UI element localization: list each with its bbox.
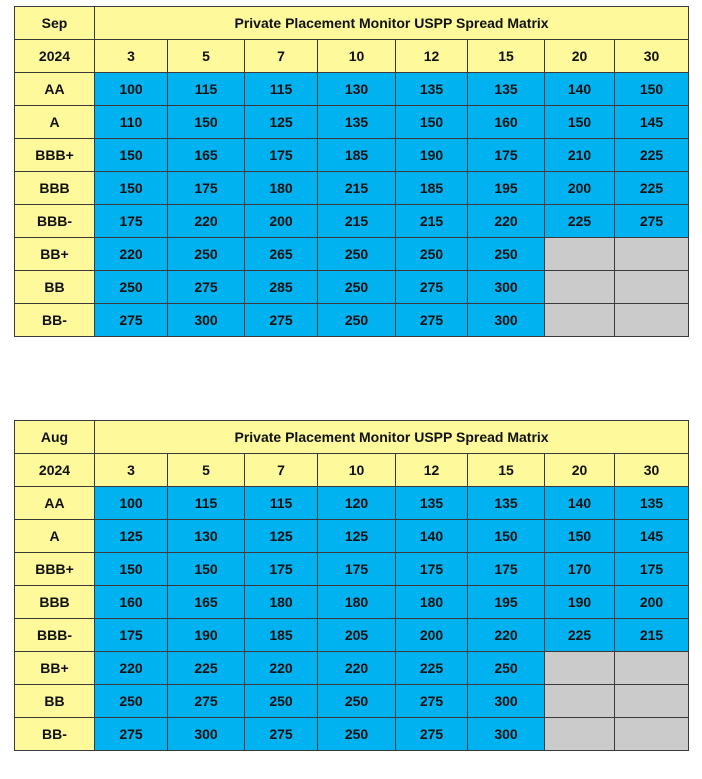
spread-value-cell: 275 (168, 685, 245, 718)
tenor-header: 3 (95, 454, 168, 487)
empty-cell (545, 718, 615, 751)
spread-value-cell: 275 (615, 205, 689, 238)
spread-value-cell: 140 (545, 73, 615, 106)
table-row (15, 586, 689, 619)
spread-value-cell: 225 (545, 205, 615, 238)
spread-value-cell: 300 (468, 304, 545, 337)
tenor-header: 20 (545, 40, 615, 73)
spread-value-cell: 130 (168, 520, 245, 553)
spread-value-cell: 150 (95, 172, 168, 205)
spread-value-cell: 250 (468, 238, 545, 271)
spread-value-cell: 275 (168, 271, 245, 304)
spread-value-cell: 275 (95, 304, 168, 337)
spread-value-cell: 210 (545, 139, 615, 172)
spread-value-cell: 275 (95, 718, 168, 751)
spread-value-cell: 100 (95, 73, 168, 106)
spread-value-cell: 100 (95, 487, 168, 520)
spread-value-cell: 135 (318, 106, 396, 139)
spread-value-cell: 285 (245, 271, 318, 304)
rating-label: A (15, 106, 95, 139)
spread-value-cell: 220 (95, 238, 168, 271)
table-row (15, 205, 689, 238)
spread-value-cell: 125 (318, 520, 396, 553)
spread-value-cell: 125 (245, 520, 318, 553)
table-row (15, 271, 689, 304)
rating-label: A (15, 520, 95, 553)
empty-cell (545, 271, 615, 304)
spread-value-cell: 150 (95, 553, 168, 586)
spread-value-cell: 110 (95, 106, 168, 139)
table-row (15, 520, 689, 553)
spread-value-cell: 160 (95, 586, 168, 619)
spread-value-cell: 175 (468, 139, 545, 172)
spread-value-cell: 175 (468, 553, 545, 586)
table-row (15, 619, 689, 652)
title-row (15, 421, 689, 454)
spread-value-cell: 185 (245, 619, 318, 652)
spread-value-cell: 175 (396, 553, 468, 586)
spread-value-cell: 185 (396, 172, 468, 205)
tenor-header: 7 (245, 454, 318, 487)
rating-label: BBB- (15, 205, 95, 238)
spread-value-cell: 190 (545, 586, 615, 619)
spread-value-cell: 125 (95, 520, 168, 553)
empty-cell (615, 685, 689, 718)
spread-value-cell: 215 (615, 619, 689, 652)
spread-value-cell: 190 (396, 139, 468, 172)
spread-value-cell: 250 (168, 238, 245, 271)
spread-value-cell: 220 (318, 652, 396, 685)
spread-value-cell: 145 (615, 520, 689, 553)
table-row (15, 106, 689, 139)
spread-value-cell: 200 (396, 619, 468, 652)
spread-value-cell: 125 (245, 106, 318, 139)
spread-value-cell: 250 (95, 685, 168, 718)
rating-label: BBB- (15, 619, 95, 652)
spread-value-cell: 300 (468, 685, 545, 718)
spread-value-cell: 175 (318, 553, 396, 586)
spread-value-cell: 175 (168, 172, 245, 205)
month-label: Aug (15, 421, 95, 454)
tenor-header-row (15, 40, 689, 73)
rating-label: BBB+ (15, 139, 95, 172)
tenor-header: 12 (396, 454, 468, 487)
spread-value-cell: 275 (396, 718, 468, 751)
spread-value-cell: 135 (396, 73, 468, 106)
rating-label: BBB (15, 172, 95, 205)
spread-value-cell: 170 (545, 553, 615, 586)
spread-value-cell: 165 (168, 139, 245, 172)
spread-value-cell: 195 (468, 586, 545, 619)
tenor-header: 3 (95, 40, 168, 73)
rating-label: BB+ (15, 238, 95, 271)
spread-value-cell: 175 (95, 205, 168, 238)
spread-value-cell: 215 (318, 205, 396, 238)
rating-label: BB- (15, 304, 95, 337)
table-row (15, 718, 689, 751)
spread-value-cell: 250 (318, 271, 396, 304)
spread-value-cell: 200 (245, 205, 318, 238)
spread-value-cell: 200 (615, 586, 689, 619)
spread-value-cell: 135 (468, 487, 545, 520)
spread-value-cell: 135 (468, 73, 545, 106)
spread-value-cell: 180 (245, 172, 318, 205)
table-row (15, 238, 689, 271)
spread-value-cell: 250 (396, 238, 468, 271)
tenor-header: 30 (615, 454, 689, 487)
spread-value-cell: 225 (615, 139, 689, 172)
spread-value-cell: 225 (615, 172, 689, 205)
spread-value-cell: 115 (168, 487, 245, 520)
rating-label: AA (15, 73, 95, 106)
spread-value-cell: 175 (95, 619, 168, 652)
spread-value-cell: 115 (168, 73, 245, 106)
spread-value-cell: 175 (245, 553, 318, 586)
spread-value-cell: 150 (168, 106, 245, 139)
spread-value-cell: 225 (396, 652, 468, 685)
empty-cell (545, 652, 615, 685)
spread-value-cell: 300 (168, 304, 245, 337)
table-row (15, 139, 689, 172)
spread-value-cell: 265 (245, 238, 318, 271)
matrix-title: Private Placement Monitor USPP Spread Matrix (95, 7, 689, 40)
table-row (15, 73, 689, 106)
spread-value-cell: 135 (615, 487, 689, 520)
spread-value-cell: 120 (318, 487, 396, 520)
tenor-header: 5 (168, 454, 245, 487)
spread-value-cell: 220 (245, 652, 318, 685)
year-label: 2024 (15, 454, 95, 487)
tenor-header: 30 (615, 40, 689, 73)
spread-value-cell: 220 (95, 652, 168, 685)
empty-cell (545, 238, 615, 271)
empty-cell (615, 271, 689, 304)
spread-value-cell: 250 (318, 685, 396, 718)
spread-value-cell: 160 (468, 106, 545, 139)
spread-value-cell: 275 (396, 304, 468, 337)
rating-label: BB (15, 271, 95, 304)
empty-cell (615, 304, 689, 337)
spread-value-cell: 250 (468, 652, 545, 685)
spread-value-cell: 205 (318, 619, 396, 652)
spread-value-cell: 140 (396, 520, 468, 553)
empty-cell (545, 685, 615, 718)
spread-value-cell: 180 (318, 586, 396, 619)
rating-label: BBB+ (15, 553, 95, 586)
spread-value-cell: 250 (318, 718, 396, 751)
matrix-title: Private Placement Monitor USPP Spread Matrix (95, 421, 689, 454)
table-row (15, 553, 689, 586)
tenor-header: 5 (168, 40, 245, 73)
rating-label: BBB (15, 586, 95, 619)
title-row (15, 7, 689, 40)
spread-value-cell: 135 (396, 487, 468, 520)
empty-cell (615, 718, 689, 751)
spread-value-cell: 220 (468, 619, 545, 652)
spread-value-cell: 225 (168, 652, 245, 685)
spread-value-cell: 150 (468, 520, 545, 553)
spread-value-cell: 150 (168, 553, 245, 586)
table-row (15, 172, 689, 205)
spread-value-cell: 180 (396, 586, 468, 619)
rating-label: BB- (15, 718, 95, 751)
rating-label: AA (15, 487, 95, 520)
spread-value-cell: 250 (95, 271, 168, 304)
spread-value-cell: 150 (615, 73, 689, 106)
tenor-header: 12 (396, 40, 468, 73)
tenor-header: 15 (468, 454, 545, 487)
spread-value-cell: 180 (245, 586, 318, 619)
year-label: 2024 (15, 40, 95, 73)
tenor-header: 7 (245, 40, 318, 73)
spread-value-cell: 300 (168, 718, 245, 751)
spread-value-cell: 275 (245, 718, 318, 751)
table-row (15, 685, 689, 718)
spread-value-cell: 175 (615, 553, 689, 586)
table-row (15, 304, 689, 337)
spread-value-cell: 150 (545, 520, 615, 553)
month-label: Sep (15, 7, 95, 40)
tenor-header-row (15, 454, 689, 487)
rating-label: BB+ (15, 652, 95, 685)
spread-value-cell: 200 (545, 172, 615, 205)
empty-cell (615, 238, 689, 271)
spread-value-cell: 165 (168, 586, 245, 619)
spread-value-cell: 250 (318, 304, 396, 337)
spread-value-cell: 185 (318, 139, 396, 172)
spread-value-cell: 145 (615, 106, 689, 139)
spread-value-cell: 215 (318, 172, 396, 205)
tenor-header: 10 (318, 454, 396, 487)
spread-value-cell: 300 (468, 718, 545, 751)
spread-value-cell: 215 (396, 205, 468, 238)
spread-value-cell: 250 (318, 238, 396, 271)
spread-value-cell: 275 (396, 685, 468, 718)
spread-value-cell: 275 (396, 271, 468, 304)
spread-value-cell: 195 (468, 172, 545, 205)
table-row (15, 652, 689, 685)
table-row (15, 487, 689, 520)
spread-value-cell: 225 (545, 619, 615, 652)
spread-value-cell: 175 (245, 139, 318, 172)
empty-cell (615, 652, 689, 685)
spread-value-cell: 275 (245, 304, 318, 337)
spread-value-cell: 220 (468, 205, 545, 238)
tenor-header: 10 (318, 40, 396, 73)
tenor-header: 20 (545, 454, 615, 487)
spread-matrix-table-aug (14, 420, 689, 751)
spread-value-cell: 220 (168, 205, 245, 238)
spread-value-cell: 150 (95, 139, 168, 172)
spread-value-cell: 150 (396, 106, 468, 139)
spread-value-cell: 130 (318, 73, 396, 106)
spread-value-cell: 150 (545, 106, 615, 139)
rating-label: BB (15, 685, 95, 718)
spread-matrix-table-sep (14, 6, 689, 337)
tenor-header: 15 (468, 40, 545, 73)
empty-cell (545, 304, 615, 337)
spread-value-cell: 300 (468, 271, 545, 304)
spread-value-cell: 115 (245, 487, 318, 520)
spread-value-cell: 115 (245, 73, 318, 106)
spread-value-cell: 140 (545, 487, 615, 520)
spread-value-cell: 190 (168, 619, 245, 652)
spread-value-cell: 250 (245, 685, 318, 718)
